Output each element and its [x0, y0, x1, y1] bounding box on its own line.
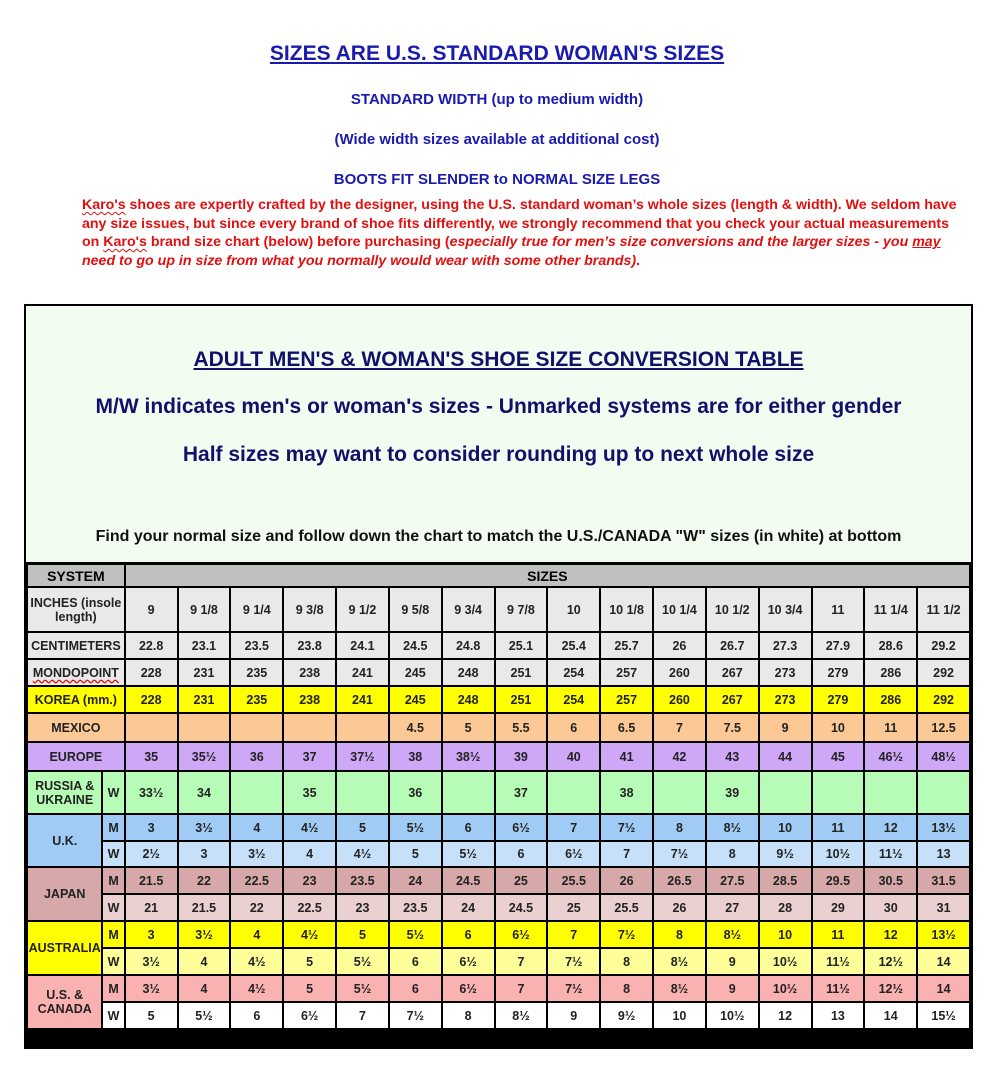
size-cell: 9: [760, 714, 811, 741]
size-cell: 10 1/2: [707, 588, 758, 631]
size-cell: 11 1/2: [918, 588, 969, 631]
size-cell: 12½: [865, 949, 916, 974]
size-cell: 26.7: [707, 633, 758, 658]
table-row: [28, 842, 969, 866]
size-cell: 25.5: [601, 895, 652, 920]
size-cell: 5: [126, 1003, 177, 1028]
size-cell: 228: [126, 687, 177, 712]
size-cell: 10: [654, 1003, 705, 1028]
size-cell: 24.5: [496, 895, 547, 920]
gender-marker: W: [103, 842, 123, 866]
size-cell: 3½: [179, 815, 230, 840]
size-cell: 7: [496, 976, 547, 1001]
size-cell: [548, 772, 599, 813]
wide-width-note: (Wide width sizes available at additional cost): [334, 131, 660, 148]
size-cell: 10: [813, 714, 864, 741]
table-row: [28, 772, 969, 813]
size-cell: 21.5: [126, 868, 177, 893]
size-cell: 2½: [126, 842, 177, 866]
size-cell: 39: [707, 772, 758, 813]
size-cell: 245: [390, 660, 441, 685]
size-cell: 4½: [284, 922, 335, 947]
size-cell: 8: [654, 922, 705, 947]
size-cell: 41: [601, 743, 652, 770]
size-cell: 251: [496, 687, 547, 712]
table-row: [28, 976, 969, 1001]
size-cell: 27: [707, 895, 758, 920]
size-cell: 7½: [390, 1003, 441, 1028]
size-cell: 28.6: [865, 633, 916, 658]
size-cell: 4½: [284, 815, 335, 840]
size-cell: 25.4: [548, 633, 599, 658]
size-cell: 3½: [231, 842, 282, 866]
brand-name: Karo's: [82, 197, 126, 213]
notice-end: .: [636, 252, 641, 269]
size-cell: 4½: [231, 976, 282, 1001]
size-cell: 238: [284, 660, 335, 685]
size-cell: 3: [126, 815, 177, 840]
size-cell: 27.9: [813, 633, 864, 658]
gender-marker: W: [103, 772, 123, 813]
size-cell: 9½: [760, 842, 811, 866]
size-cell: 35: [284, 772, 335, 813]
notice-italic-2: need to go up in size from what you normally would wear with some other brands): [82, 252, 637, 269]
size-cell: 10 1/4: [654, 588, 705, 631]
standard-width-note: STANDARD WIDTH (up to medium width): [350, 91, 644, 108]
gender-marker: M: [103, 922, 123, 947]
size-cell: 22.8: [126, 633, 177, 658]
size-cell: 260: [654, 660, 705, 685]
size-cell: 5: [284, 949, 335, 974]
size-cell: 38: [601, 772, 652, 813]
table-row: [28, 588, 969, 631]
size-cell: 286: [865, 687, 916, 712]
size-cell: 248: [443, 687, 494, 712]
size-cell: 11½: [865, 842, 916, 866]
size-cell: 11: [865, 714, 916, 741]
size-cell: 35½: [179, 743, 230, 770]
size-cell: 30.5: [865, 868, 916, 893]
size-cell: 24.8: [443, 633, 494, 658]
size-cell: 245: [390, 687, 441, 712]
size-cell: 9 1/8: [179, 588, 230, 631]
size-cell: 9 1/4: [231, 588, 282, 631]
size-cell: [918, 772, 969, 813]
size-cell: 10½: [707, 1003, 758, 1028]
size-cell: 6½: [443, 949, 494, 974]
table-row: [28, 895, 969, 920]
size-cell: 9: [707, 976, 758, 1001]
size-cell: 7½: [601, 922, 652, 947]
size-cell: 5: [284, 976, 335, 1001]
size-cell: 38: [390, 743, 441, 770]
size-cell: 4½: [337, 842, 388, 866]
size-cell: 9 3/8: [284, 588, 335, 631]
size-cell: [231, 714, 282, 741]
size-cell: 267: [707, 660, 758, 685]
size-cell: 279: [813, 687, 864, 712]
size-cell: 5: [443, 714, 494, 741]
size-cell: 29.2: [918, 633, 969, 658]
table-row: [28, 868, 969, 893]
system-header: SYSTEM: [28, 565, 124, 586]
size-cell: 28.5: [760, 868, 811, 893]
table-row: [28, 815, 969, 840]
size-cell: 9 1/2: [337, 588, 388, 631]
size-cell: 279: [813, 660, 864, 685]
size-cell: 29.5: [813, 868, 864, 893]
system-label: JAPAN: [28, 868, 101, 920]
size-cell: 10: [760, 922, 811, 947]
size-cell: 13: [918, 842, 969, 866]
size-cell: 3: [126, 922, 177, 947]
size-cell: 7: [337, 1003, 388, 1028]
size-cell: 238: [284, 687, 335, 712]
size-cell: 10: [548, 588, 599, 631]
size-cell: 7: [496, 949, 547, 974]
brand-name: Karo's: [103, 234, 147, 251]
size-cell: 36: [390, 772, 441, 813]
size-cell: 23.8: [284, 633, 335, 658]
size-cell: 24: [443, 895, 494, 920]
size-cell: 31.5: [918, 868, 969, 893]
size-cell: 31: [918, 895, 969, 920]
size-cell: 235: [231, 687, 282, 712]
size-cell: 14: [918, 976, 969, 1001]
size-cell: 3: [179, 842, 230, 866]
size-cell: 11: [813, 815, 864, 840]
table-header-row: [28, 565, 969, 586]
system-label: U.K.: [28, 815, 101, 866]
gender-note: M/W indicates men's or woman's sizes - Unmarked systems are for either gender: [95, 395, 902, 418]
size-cell: 7: [548, 922, 599, 947]
size-cell: 5½: [337, 976, 388, 1001]
size-cell: 46½: [865, 743, 916, 770]
size-cell: 9: [548, 1003, 599, 1028]
size-cell: 10½: [760, 976, 811, 1001]
size-cell: 23.5: [390, 895, 441, 920]
gender-marker: M: [103, 815, 123, 840]
size-cell: 231: [179, 687, 230, 712]
size-cell: 8: [707, 842, 758, 866]
size-cell: 4: [179, 976, 230, 1001]
size-cell: 27.5: [707, 868, 758, 893]
size-cell: 8: [654, 815, 705, 840]
size-cell: 3½: [126, 976, 177, 1001]
size-cell: 251: [496, 660, 547, 685]
size-cell: 9 7/8: [496, 588, 547, 631]
size-cell: 22: [231, 895, 282, 920]
notice-text-2: brand size chart (below) before purchasing (: [146, 234, 450, 251]
table-row: [28, 1003, 969, 1028]
size-cell: 25.7: [601, 633, 652, 658]
size-cell: 6: [548, 714, 599, 741]
size-cell: 292: [918, 660, 969, 685]
size-cell: 8: [443, 1003, 494, 1028]
size-cell: 5½: [443, 842, 494, 866]
size-cell: 7: [654, 714, 705, 741]
size-cell: 5½: [390, 815, 441, 840]
size-cell: 37: [284, 743, 335, 770]
size-cell: 10: [760, 815, 811, 840]
gender-marker: M: [103, 976, 123, 1001]
size-cell: 12: [865, 815, 916, 840]
system-label: CENTIMETERS: [28, 633, 124, 658]
size-cell: 48½: [918, 743, 969, 770]
size-cell: 241: [337, 687, 388, 712]
size-cell: 28: [760, 895, 811, 920]
size-cell: 10½: [813, 842, 864, 866]
gender-marker: M: [103, 868, 123, 893]
size-cell: 12.5: [918, 714, 969, 741]
table-title: ADULT MEN'S & WOMAN'S SHOE SIZE CONVERSION TABLE: [193, 348, 804, 371]
size-cell: 13½: [918, 922, 969, 947]
table-row: [28, 714, 969, 741]
size-cell: 39: [496, 743, 547, 770]
size-cell: 30: [865, 895, 916, 920]
notice-text-1: shoes are expertly crafted by the designer, using the U.S. standard woman’s whole sizes (length & width). We seldom have any size issues, but since every brand of shoe fits differently, we strongly recommend that you check your actual measurements on: [82, 197, 957, 251]
size-cell: 254: [548, 687, 599, 712]
size-cell: 26.5: [654, 868, 705, 893]
size-cell: 8½: [707, 815, 758, 840]
size-cell: 34: [179, 772, 230, 813]
system-label: AUSTRALIA: [28, 922, 101, 974]
size-cell: 37½: [337, 743, 388, 770]
size-cell: 248: [443, 660, 494, 685]
size-cell: 21.5: [179, 895, 230, 920]
size-cell: 45: [813, 743, 864, 770]
size-cell: 257: [601, 660, 652, 685]
size-cell: 4: [231, 922, 282, 947]
sizes-header: SIZES: [126, 565, 969, 586]
size-cell: 254: [548, 660, 599, 685]
size-cell: 8½: [654, 949, 705, 974]
table-row: [28, 922, 969, 947]
size-cell: 235: [231, 660, 282, 685]
size-cell: 4: [179, 949, 230, 974]
size-cell: 260: [654, 687, 705, 712]
size-cell: 8: [601, 949, 652, 974]
size-cell: 24.5: [390, 633, 441, 658]
size-cell: 42: [654, 743, 705, 770]
size-cell: 13½: [918, 815, 969, 840]
size-cell: 5½: [179, 1003, 230, 1028]
size-cell: 24.5: [443, 868, 494, 893]
size-cell: 10 3/4: [760, 588, 811, 631]
size-cell: 24.1: [337, 633, 388, 658]
size-cell: 231: [179, 660, 230, 685]
size-cell: [443, 772, 494, 813]
size-cell: 12: [760, 1003, 811, 1028]
size-cell: 286: [865, 660, 916, 685]
size-cell: 5: [390, 842, 441, 866]
size-cell: 22: [179, 868, 230, 893]
table-row: [28, 660, 969, 685]
size-cell: 9: [126, 588, 177, 631]
size-cell: 15½: [918, 1003, 969, 1028]
size-cell: 38½: [443, 743, 494, 770]
size-cell: 7: [601, 842, 652, 866]
size-cell: 4: [231, 815, 282, 840]
size-cell: [284, 714, 335, 741]
sizing-notice: [82, 196, 962, 270]
system-label: INCHES (insole length): [28, 588, 124, 631]
size-cell: 4.5: [390, 714, 441, 741]
size-cell: 3½: [179, 922, 230, 947]
size-cell: 25: [496, 868, 547, 893]
size-cell: 7: [548, 815, 599, 840]
size-cell: 9: [707, 949, 758, 974]
size-cell: 24: [390, 868, 441, 893]
size-cell: 5: [337, 922, 388, 947]
size-conversion-table: [26, 563, 971, 1030]
gender-marker: W: [103, 895, 123, 920]
size-cell: 292: [918, 687, 969, 712]
size-cell: 26: [654, 633, 705, 658]
size-cell: 11: [813, 588, 864, 631]
size-cell: 44: [760, 743, 811, 770]
size-cell: 26: [601, 868, 652, 893]
size-cell: 12½: [865, 976, 916, 1001]
size-cell: 5½: [390, 922, 441, 947]
conversion-table-box: [24, 304, 973, 1049]
size-cell: 6: [390, 976, 441, 1001]
size-cell: 29: [813, 895, 864, 920]
size-cell: [231, 772, 282, 813]
size-cell: 9 3/4: [443, 588, 494, 631]
size-cell: 36: [231, 743, 282, 770]
size-cell: 6: [443, 922, 494, 947]
size-cell: [760, 772, 811, 813]
size-cell: 23: [284, 868, 335, 893]
size-cell: 273: [760, 687, 811, 712]
size-cell: 14: [865, 1003, 916, 1028]
size-cell: 6: [496, 842, 547, 866]
size-cell: 257: [601, 687, 652, 712]
size-cell: 22.5: [231, 868, 282, 893]
size-cell: 11: [813, 922, 864, 947]
size-cell: 6.5: [601, 714, 652, 741]
table-row: [28, 743, 969, 770]
size-cell: 6½: [496, 815, 547, 840]
size-cell: 7.5: [707, 714, 758, 741]
system-label: KOREA (mm.): [28, 687, 124, 712]
size-cell: 6½: [443, 976, 494, 1001]
instruction-note: Find your normal size and follow down the chart to match the U.S./CANADA "W" sizes (in white) at bottom: [95, 528, 902, 545]
size-cell: 5: [337, 815, 388, 840]
size-cell: 7½: [548, 976, 599, 1001]
size-cell: 6½: [496, 922, 547, 947]
size-cell: 6: [443, 815, 494, 840]
size-cell: 7½: [601, 815, 652, 840]
size-cell: 6: [390, 949, 441, 974]
size-cell: [337, 714, 388, 741]
size-cell: [813, 772, 864, 813]
size-cell: 5.5: [496, 714, 547, 741]
size-cell: 9 5/8: [390, 588, 441, 631]
size-cell: 6½: [548, 842, 599, 866]
system-label: U.S. & CANADA: [28, 976, 101, 1028]
size-cell: 26: [654, 895, 705, 920]
size-cell: 11½: [813, 949, 864, 974]
table-row: [28, 633, 969, 658]
size-cell: 11½: [813, 976, 864, 1001]
gender-marker: W: [103, 1003, 123, 1028]
size-cell: 4: [284, 842, 335, 866]
size-cell: 13: [813, 1003, 864, 1028]
size-cell: 6½: [284, 1003, 335, 1028]
size-cell: 273: [760, 660, 811, 685]
table-row: [28, 949, 969, 974]
size-cell: 267: [707, 687, 758, 712]
size-cell: 11 1/4: [865, 588, 916, 631]
notice-emphasis: may: [912, 234, 941, 251]
size-cell: 9½: [601, 1003, 652, 1028]
size-cell: [126, 714, 177, 741]
system-label: MEXICO: [28, 714, 124, 741]
size-cell: [865, 772, 916, 813]
size-cell: 27.3: [760, 633, 811, 658]
rounding-note: Half sizes may want to consider rounding up to next whole size: [182, 443, 815, 466]
page-title: SIZES ARE U.S. STANDARD WOMAN'S SIZES: [269, 42, 725, 65]
system-label: MONDOPOINT: [28, 660, 124, 685]
size-cell: 12: [865, 922, 916, 947]
size-cell: 8½: [707, 922, 758, 947]
size-cell: 3½: [126, 949, 177, 974]
system-label: EUROPE: [28, 743, 124, 770]
size-cell: 25: [548, 895, 599, 920]
size-cell: 10 1/8: [601, 588, 652, 631]
boots-fit-note: BOOTS FIT SLENDER to NORMAL SIZE LEGS: [333, 171, 661, 188]
size-cell: 7½: [654, 842, 705, 866]
size-cell: 22.5: [284, 895, 335, 920]
size-cell: 40: [548, 743, 599, 770]
table-intro: [26, 306, 971, 562]
notice-italic-1: especially true for men’s size conversions and the larger sizes - you: [449, 234, 913, 251]
size-cell: 6: [231, 1003, 282, 1028]
size-cell: 25.1: [496, 633, 547, 658]
size-cell: 37: [496, 772, 547, 813]
size-cell: 228: [126, 660, 177, 685]
gender-marker: W: [103, 949, 123, 974]
size-cell: [179, 714, 230, 741]
size-cell: 21: [126, 895, 177, 920]
size-cell: 33½: [126, 772, 177, 813]
size-cell: 10½: [760, 949, 811, 974]
size-cell: 35: [126, 743, 177, 770]
size-cell: 7½: [548, 949, 599, 974]
table-row: [28, 687, 969, 712]
size-cell: 43: [707, 743, 758, 770]
size-cell: 23.5: [231, 633, 282, 658]
size-cell: 8½: [654, 976, 705, 1001]
size-cell: 23.1: [179, 633, 230, 658]
size-cell: 14: [918, 949, 969, 974]
size-cell: 23: [337, 895, 388, 920]
size-cell: 5½: [337, 949, 388, 974]
size-cell: 4½: [231, 949, 282, 974]
size-cell: 8½: [496, 1003, 547, 1028]
size-cell: 23.5: [337, 868, 388, 893]
system-label: RUSSIA & UKRAINE: [28, 772, 101, 813]
size-cell: [654, 772, 705, 813]
size-cell: 241: [337, 660, 388, 685]
size-cell: [337, 772, 388, 813]
size-cell: 25.5: [548, 868, 599, 893]
size-cell: 8: [601, 976, 652, 1001]
